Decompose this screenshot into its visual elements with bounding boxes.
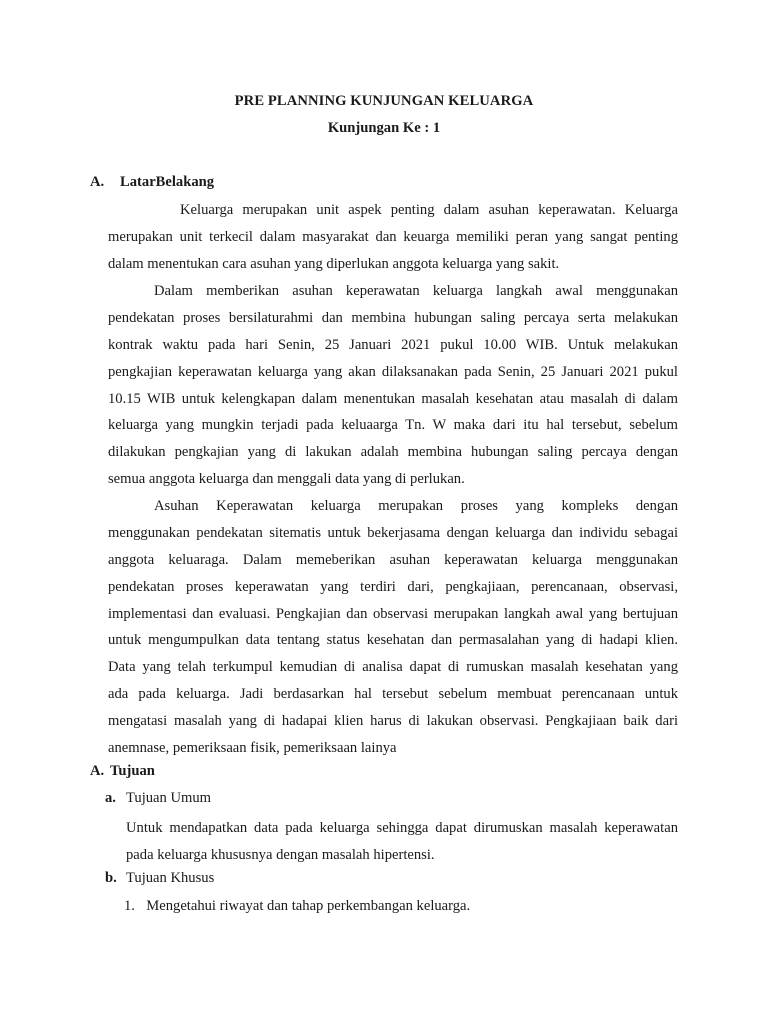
paragraph-line: untuk mengumpulkan data tentang status kesehatan dan permasalahan yang di hadapi klien. bbox=[108, 632, 678, 649]
list-item-text: Mengetahui riwayat dan tahap perkembangan keluarga. bbox=[146, 898, 471, 914]
subsection-label: Tujuan Khusus bbox=[126, 870, 215, 886]
subsection-marker: a. bbox=[105, 790, 116, 806]
section-marker: A. bbox=[90, 174, 105, 190]
paragraph-line: mengatasi masalah yang di hadapai klien harus di lakukan observasi. Pengkajiaan baik dari bbox=[108, 713, 678, 730]
paragraph-line: keluarga yang mungkin terjadi pada keluaarga Tn. W maka dari itu hal tersebut, sebelum bbox=[108, 417, 678, 434]
document-title: PRE PLANNING KUNJUNGAN KELUARGA bbox=[234, 93, 534, 109]
paragraph-line: menggunakan pendekatan sitematis untuk bekerjasama dengan keluarga dan individu sebagai bbox=[108, 524, 678, 541]
list-number: 1. bbox=[124, 898, 135, 914]
paragraph-3 bbox=[108, 493, 678, 762]
paragraph-line: semua anggota keluarga dan menggali data yang di perlukan. bbox=[108, 471, 465, 488]
section-title: Tujuan bbox=[110, 763, 155, 779]
paragraph-line: anggota keluaraga. Dalam memeberikan asuhan keperawatan keluarga menggunakan bbox=[108, 551, 678, 568]
paragraph-line: ada pada keluarga. Jadi berdasarkan hal tersebut sebelum membuat perencanaan untuk bbox=[108, 686, 678, 703]
paragraph-line: Untuk mendapatkan data pada keluarga sehingga dapat dirumuskan masalah keperawatan bbox=[126, 820, 678, 836]
paragraph-1 bbox=[108, 197, 678, 278]
paragraph-line: dilakukan pengkajian yang di lakukan adalah membina hubungan saling percaya dengan bbox=[108, 444, 678, 461]
tujuan-khusus-item-1 bbox=[124, 898, 470, 915]
paragraph-line: 10.15 WIB untuk kelengkapan dalam menentukan masalah kesehatan atau masalah di dalam bbox=[108, 390, 678, 407]
paragraph-line: implementasi dan evaluasi. Pengkajian dan observasi merupakan langkah awal yang bertujuan bbox=[108, 605, 678, 622]
paragraph-line: kontrak waktu pada hari Senin, 25 Januari 2021 pukul 10.00 WIB. Untuk melakukan bbox=[108, 336, 678, 353]
subsection-tujuan-khusus bbox=[105, 870, 405, 890]
section-title: LatarBelakang bbox=[120, 174, 215, 190]
paragraph-line: Asuhan Keperawatan keluarga merupakan proses yang kompleks dengan bbox=[154, 498, 678, 514]
paragraph-line: Data yang telah terkumpul kemudian di analisa dapat di rumuskan masalah kesehatan yang bbox=[108, 659, 678, 676]
paragraph-line: dalam menentukan cara asuhan yang diperlukan anggota keluarga yang sakit. bbox=[108, 255, 560, 272]
section-heading-tujuan bbox=[90, 763, 290, 783]
paragraph-line: pendekatan proses bersilaturahmi dan membina hubungan saling percaya serta melakukan bbox=[108, 309, 678, 326]
paragraph-line: merupakan unit terkecil dalam masyarakat dan keuarga memiliki peran yang sangat penting bbox=[108, 228, 678, 245]
section-marker: A. bbox=[90, 763, 105, 779]
paragraph-line: pengkajian keperawatan keluarga yang akan dilaksanakan pada Senin, 25 Januari 2021 pukul bbox=[108, 363, 678, 380]
paragraph-line: pendekatan proses keperawatan yang terdiri dari, pengkajiaan, perencanaan, observasi, bbox=[108, 578, 678, 595]
paragraph-2 bbox=[108, 278, 678, 493]
subsection-tujuan-umum bbox=[105, 790, 405, 810]
paragraph-line: Dalam memberikan asuhan keperawatan keluarga langkah awal menggunakan bbox=[154, 283, 678, 299]
subsection-marker: b. bbox=[105, 870, 117, 886]
paragraph-line: pada keluarga khususnya dengan masalah hipertensi. bbox=[126, 846, 435, 863]
paragraph-line: Keluarga merupakan unit aspek penting dalam asuhan keperawatan. Keluarga bbox=[180, 202, 678, 218]
subsection-label: Tujuan Umum bbox=[126, 790, 212, 806]
document-subtitle: Kunjungan Ke : 1 bbox=[327, 120, 441, 136]
section-heading-latar-belakang bbox=[90, 174, 290, 194]
paragraph-line: anemnase, pemeriksaan fisik, pemeriksaan lainya bbox=[108, 740, 397, 757]
tujuan-umum-text bbox=[126, 815, 678, 869]
